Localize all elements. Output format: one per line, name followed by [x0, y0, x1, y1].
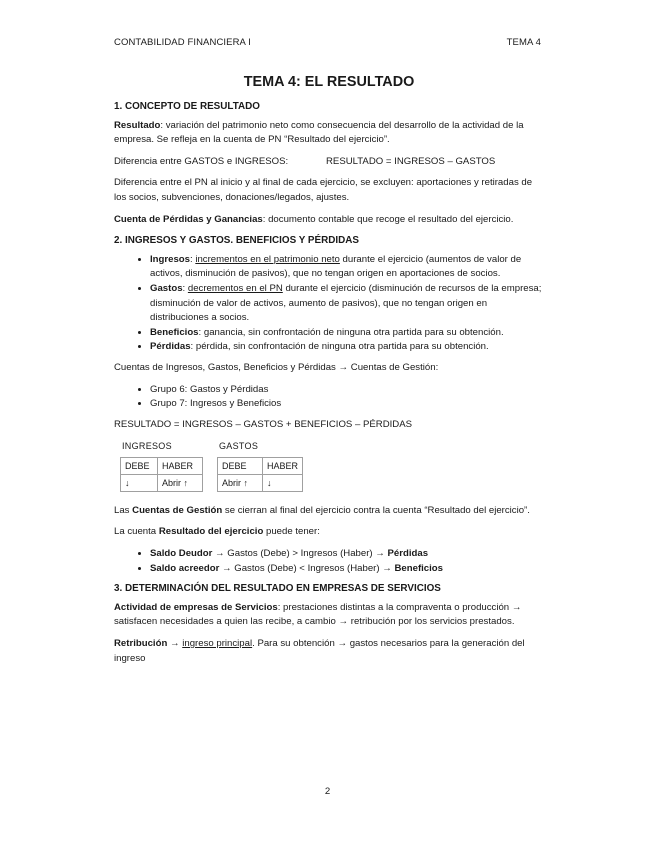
separator: : [190, 253, 196, 265]
list-item: • Grupo 6: Gastos y Pérdidas [150, 383, 544, 398]
list-item-saldo-acreedor [150, 562, 544, 577]
term: Cuentas de Gestión [132, 504, 223, 516]
text: . Para su obtención → gastos necesarios para la generación del ingreso [114, 638, 525, 664]
term: Saldo Deudor [150, 548, 213, 560]
term: Resultado [114, 119, 161, 131]
saldo-intro-paragraph [114, 525, 544, 540]
table-row [218, 457, 303, 474]
separator: : [182, 282, 188, 294]
underlined-text: incrementos en el patrimonio neto [195, 253, 340, 265]
list-item-saldo-deudor [150, 547, 544, 562]
term: Actividad de empresas de Servicios [114, 601, 278, 613]
table-row [121, 457, 203, 474]
term: Gastos [150, 282, 183, 294]
table-header-cell: HABER [158, 457, 203, 474]
term: Resultado del ejercicio [158, 526, 264, 538]
list-item: • Grupo 7: Ingresos y Beneficios [150, 397, 544, 412]
account-table [120, 457, 203, 492]
list-item-beneficios [150, 326, 544, 341]
item-text: : ganancia, sin confrontación de ninguna otra partida para su obtención. [198, 326, 504, 338]
page-number: 2 [324, 786, 331, 797]
item-text: : pérdida, sin confrontación de ninguna otra partida para su obtención. [190, 341, 489, 353]
page-title: TEMA 4: EL RESULTADO [243, 74, 415, 90]
resultado-definition [114, 119, 544, 148]
underlined-text: decrementos en el PN [187, 282, 283, 294]
term: Ingresos [150, 253, 190, 265]
header-course: CONTABILIDAD FINANCIERA I [114, 37, 251, 48]
table-row [218, 474, 303, 491]
table-cell: Abrir ↑ [218, 474, 263, 491]
header-topic: TEMA 4 [506, 37, 541, 48]
grupos-list [114, 383, 544, 412]
table-header-cell: HABER [263, 457, 303, 474]
arrow: → [167, 638, 183, 650]
section-1-heading: 1. CONCEPTO DE RESULTADO [114, 101, 260, 112]
table-header-cell: DEBE [218, 457, 263, 474]
table-header-cell: DEBE [121, 457, 158, 474]
actividad-paragraph [114, 601, 544, 630]
result-term: Beneficios [394, 562, 444, 574]
underlined-text: ingreso principal [182, 638, 253, 650]
item-text: durante el ejercicio (disminución de recursos de la empresa; disminución de valor de activos, aumento de pasivos), que no tengan origen en distribuciones a socios. [150, 282, 542, 324]
saldo-list [114, 547, 544, 576]
term: Pérdidas [150, 341, 191, 353]
text: : prestaciones distintas a la compraventa o producción → satisfacen necesidades a quien las recibe, a cambio → retribución por los servicios prestados. [114, 601, 522, 628]
list-item-gastos [150, 282, 544, 326]
term: Saldo acreedor [150, 562, 220, 574]
cierre-paragraph [114, 504, 544, 519]
text: se cierran al final del ejercicio contra la cuenta “Resultado del ejercicio”. [222, 504, 530, 516]
text: puede tener: [263, 526, 320, 538]
t-accounts [120, 439, 544, 492]
item-text: durante el ejercicio (aumentos de valor de activos, disminución de pasivos), que no tengan origen en aportaciones de socios. [150, 253, 522, 280]
table-caption: GASTOS [219, 441, 259, 452]
definition-text: : variación del patrimonio neto como consecuencia del desarrollo de la actividad de la empresa. Se refleja en la cuenta de PN “Resultado del ejercicio”. [114, 119, 524, 146]
table-cell: ↓ [263, 474, 303, 491]
term: Retribución [114, 638, 168, 650]
text: Las [114, 504, 133, 516]
difference-row [114, 155, 544, 170]
list-item-perdidas [150, 340, 544, 355]
text: La cuenta [114, 526, 159, 538]
pn-difference-paragraph: Diferencia entre el PN al inicio y al final de cada ejercicio, se excluyen: aportaciones y retiradas de los socios, subvenciones, donaciones/legados, ajustes. [114, 177, 533, 203]
item-text: → Gastos (Debe) > Ingresos (Haber) → [212, 548, 388, 560]
resultado-formula: RESULTADO = INGRESOS – GASTOS + BENEFICIOS – PÉRDIDAS [114, 418, 413, 430]
difference-label: Diferencia entre GASTOS e INGRESOS: [114, 155, 289, 167]
retribucion-paragraph [114, 637, 544, 666]
t-account-ingresos [120, 439, 203, 492]
section-3-heading: 3. DETERMINACIÓN DEL RESULTADO EN EMPRESAS DE SERVICIOS [114, 583, 441, 595]
pyg-definition [114, 213, 544, 228]
item-text: → Gastos (Debe) < Ingresos (Haber) → [219, 562, 395, 574]
cuentas-gestion-paragraph: Cuentas de Ingresos, Gastos, Beneficios y Pérdidas → Cuentas de Gestión: [114, 361, 439, 373]
definition-text: : documento contable que recoge el resultado del ejercicio. [262, 213, 514, 225]
table-row [121, 474, 203, 491]
result-term: Pérdidas [387, 548, 429, 560]
section-2-heading: 2. INGRESOS Y GASTOS. BENEFICIOS Y PÉRDIDAS [114, 235, 359, 247]
table-cell: ↓ [121, 474, 158, 491]
difference-formula: RESULTADO = INGRESOS – GASTOS [326, 155, 496, 167]
t-account-gastos [217, 439, 303, 492]
definitions-list [114, 253, 544, 355]
account-table [217, 457, 303, 492]
table-caption: INGRESOS [122, 441, 172, 452]
term: Beneficios [150, 326, 199, 338]
document-body [114, 72, 544, 673]
term: Cuenta de Pérdidas y Ganancias [114, 213, 263, 225]
table-cell: Abrir ↑ [158, 474, 203, 491]
list-item-ingresos [150, 253, 544, 282]
